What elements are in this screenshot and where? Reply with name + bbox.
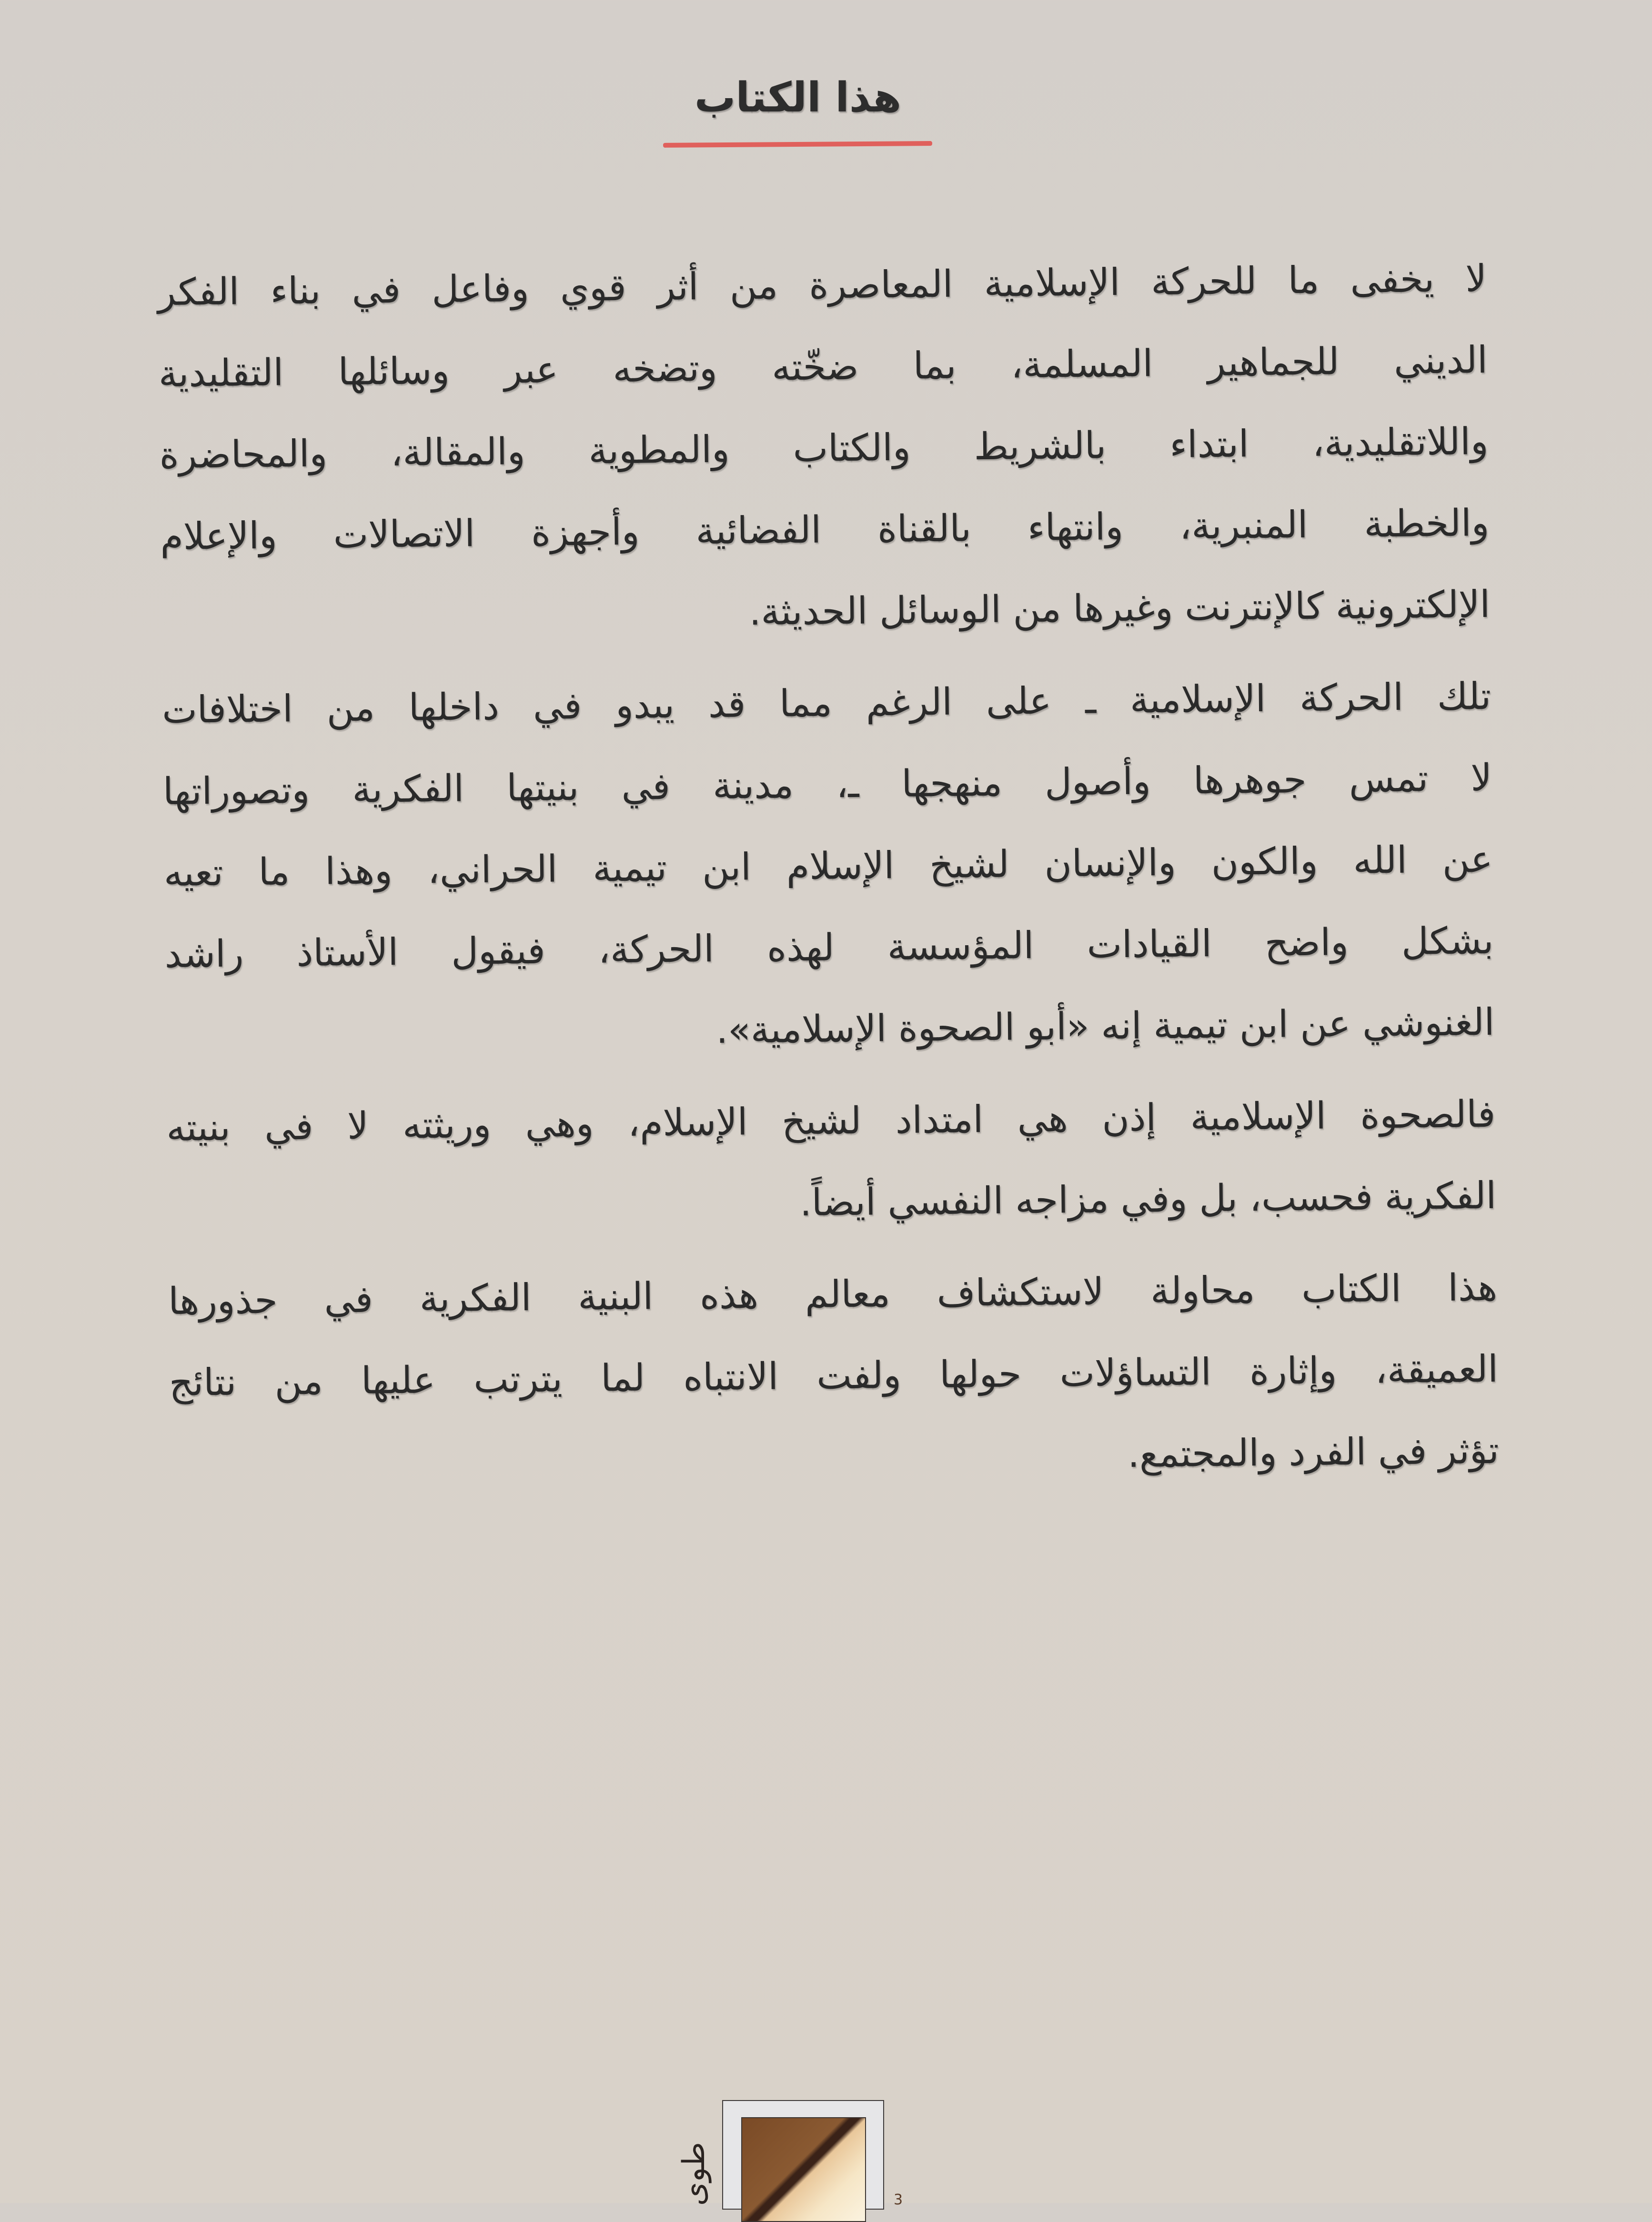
text-line: تؤثر في الفرد والمجتمع. — [1127, 1429, 1500, 1476]
text-line: عن الله والكون والإنسان لشيخ الإسلام ابن تيمية الحراني، وهذا ما تعيه — [163, 838, 1493, 895]
paragraph-1 — [157, 238, 1491, 659]
text-line: واللاتقليدية، ابتداء بالشريط والكتاب والمطوية والمقالة، والمحاضرة — [159, 420, 1489, 477]
text-line: تلك الحركة الإسلامية ـ على الرغم مما قد يبدو في داخلها من اختلافات — [161, 675, 1491, 732]
page-mark: 3 — [894, 2192, 903, 2208]
text-line: الفكرية فحسب، بل وفي مزاجه النفسي أيضاً. — [799, 1174, 1497, 1225]
text-line: الإلكترونية كالإنترنت وغيرها من الوسائل الحديثة. — [749, 583, 1491, 634]
text-line: الغنوشي عن ابن تيمية إنه «أبو الصحوة الإسلامية». — [715, 1000, 1495, 1052]
text-line: والخطبة المنبرية، وانتهاء بالقناة الفضائية وأجهزة الاتصالات والإعلام — [160, 501, 1490, 559]
text-line: لا يخفى ما للحركة الإسلامية المعاصرة من أثر قوي وفاعل في بناء الفكر — [157, 257, 1487, 314]
cover-thumbnail-image-icon — [741, 2117, 866, 2222]
publisher-logo-text: طوى — [676, 2141, 712, 2206]
paragraph-2 — [161, 656, 1495, 1077]
text-line: فالصحوة الإسلامية إذن هي امتداد لشيخ الإسلام، وهي وريثته لا في بنيته — [166, 1092, 1496, 1150]
publisher-logo-area — [667, 2087, 1000, 2208]
cover-thumbnail-frame — [722, 2100, 884, 2210]
page-title: هذا الكتاب — [694, 74, 902, 121]
paragraph-4 — [168, 1247, 1499, 1505]
title-block — [662, 71, 934, 124]
text-line: هذا الكتاب محاولة لاستكشاف معالم هذه البنية الفكرية في جذورها — [168, 1266, 1498, 1323]
paragraph-3 — [166, 1074, 1497, 1251]
text-line: لا تمس جوهرها وأصول منهجها ـ، مدينة في بنيتها الفكرية وتصوراتها — [162, 756, 1492, 814]
text-line: بشكل واضح القيادات المؤسسة لهذه الحركة، فيقول الأستاذ راشد — [164, 919, 1494, 977]
text-line: الديني للجماهير المسلمة، بما ضخّته وتضخه عبر وسائلها التقليدية — [158, 338, 1488, 396]
text-line: العميقة، وإثارة التساؤلات حولها ولفت الانتباه لما يترتب عليها من نتائج — [169, 1347, 1499, 1405]
title-underline — [663, 141, 932, 148]
blurb-text — [157, 238, 1500, 1516]
